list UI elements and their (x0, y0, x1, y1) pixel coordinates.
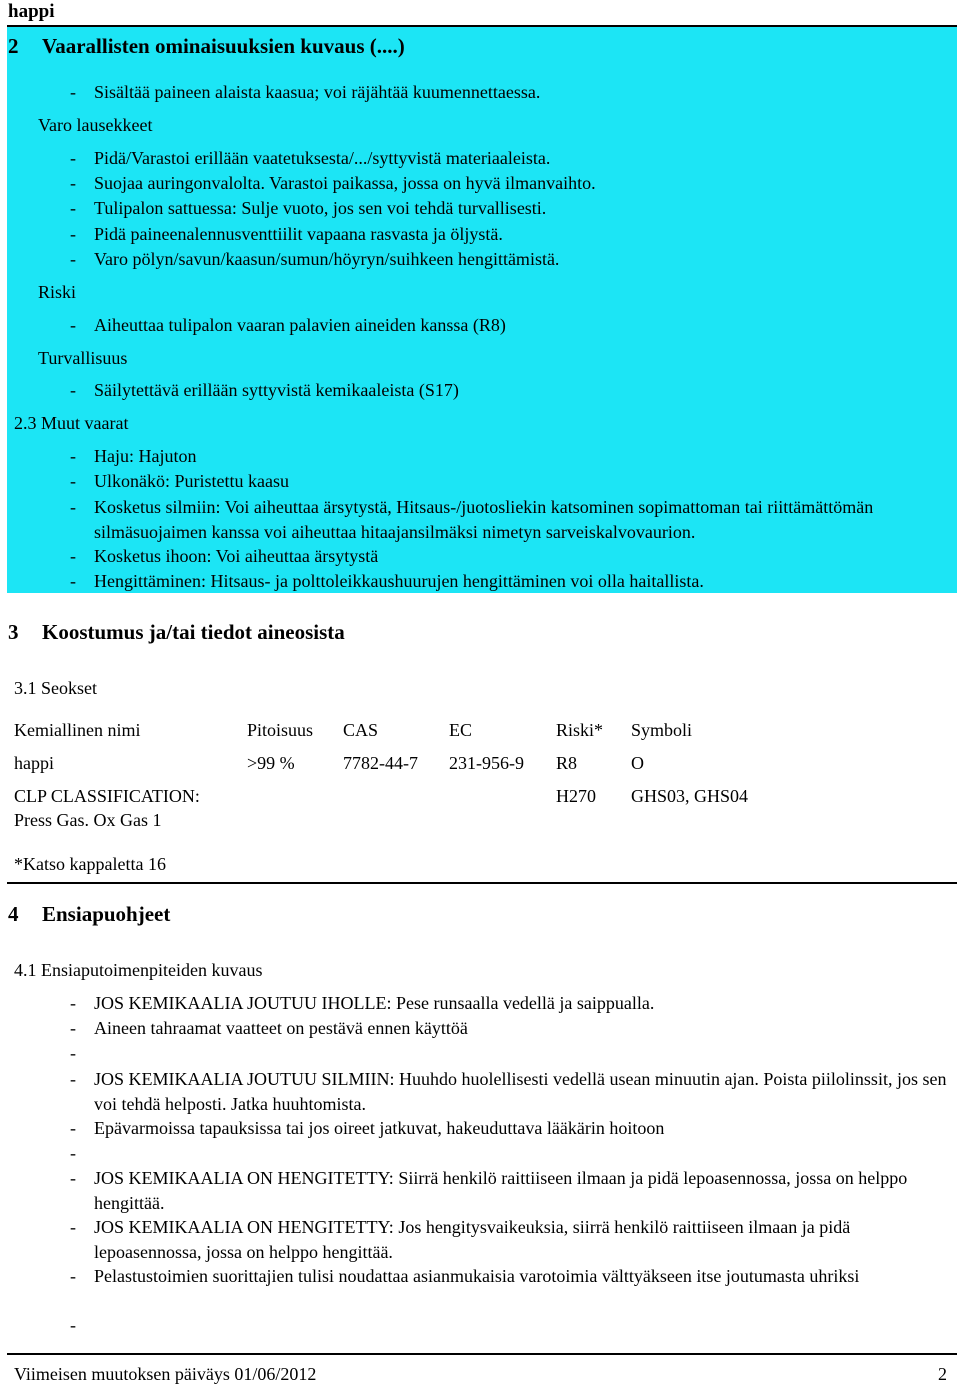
clp-classes: Press Gas. Ox Gas 1 (14, 810, 162, 830)
revision-date: Viimeisen muutoksen päiväys 01/06/2012 (14, 1364, 317, 1384)
clp-pictograms: GHS03, GHS04 (631, 786, 749, 806)
table-cell: R8 (556, 753, 578, 773)
turvallisuus-label: Turvallisuus (38, 348, 128, 368)
clp-label: CLP CLASSIFICATION: (14, 786, 200, 806)
column-header: Riski* (556, 720, 604, 740)
list-item: - Pelastustoimien suorittajien tulisi noudattaa asianmukaisia varotoimia välttyäkseen itse joutumasta uhriksi (70, 1266, 860, 1286)
section-number: 4 (8, 902, 19, 926)
list-item: - JOS KEMIKAALIA JOUTUU IHOLLE: Pese runsaalla vedellä ja saippualla. (70, 993, 655, 1013)
muut-vaarat-label: 2.3 Muut vaarat (14, 413, 129, 433)
list-item: - Säilytettävä erillään syttyvistä kemikaaleista (S17) (70, 380, 459, 400)
list-item: - Pidä paineenalennusventtiilit vapaana rasvasta ja öljystä. (70, 224, 503, 244)
list-item: - Aineen tahraamat vaatteet on pestävä ennen käyttöä (70, 1018, 468, 1038)
list-item: - Suojaa auringonvalolta. Varastoi paikassa, jossa on hyvä ilmanvaihto. (70, 173, 596, 193)
page-number: 2 (938, 1364, 947, 1384)
list-item: - Kosketus ihoon: Voi aiheuttaa ärsytystä (70, 546, 379, 566)
list-item: - Aiheuttaa tulipalon vaaran palavien aineiden kanssa (R8) (70, 315, 506, 335)
list-item: - Varo pölyn/savun/kaasun/sumun/höyryn/suihkeen hengittämistä. (70, 249, 560, 269)
column-header: Symboli (631, 720, 693, 740)
section-divider (7, 882, 957, 884)
list-item: - Ulkonäkö: Puristettu kaasu (70, 471, 289, 491)
riski-label: Riski (38, 282, 77, 302)
list-item: - JOS KEMIKAALIA ON HENGITETTY: Jos hengitysvaikeuksia, siirrä henkilö raittiiseen ilmaan ja pidä lepoasennossa, jossa on helppo hengittää. (70, 1217, 851, 1262)
table-cell: O (631, 753, 644, 773)
seokset-label: 3.1 Seokset (14, 678, 97, 698)
list-item: - Pidä/Varastoi erillään vaatetuksesta/.../syttyvistä materiaaleista. (70, 148, 551, 168)
list-item: - Sisältää paineen alaista kaasua; voi räjähtää kuumennettaessa. (70, 82, 541, 102)
section-3-heading (8, 620, 345, 645)
section-4-heading (8, 902, 170, 927)
column-header: Kemiallinen nimi (14, 720, 141, 740)
list-item: - Hengittäminen: Hitsaus- ja polttoleikkaushuurujen hengittäminen voi olla haitallista. (70, 571, 704, 591)
table-cell: 231-956-9 (449, 753, 524, 773)
list-item: - Haju: Hajuton (70, 446, 197, 466)
clp-hazard: H270 (556, 786, 596, 806)
table-cell: 7782-44-7 (343, 753, 418, 773)
column-header: Pitoisuus (247, 720, 314, 740)
section-title: Koostumus ja/tai tiedot aineosista (42, 620, 345, 644)
list-item: - JOS KEMIKAALIA JOUTUU SILMIIN: Huuhdo huolellisesti vedellä usean minuutin ajan. Poista piilolinssit, jos sen voi tehdä helposti. Jatka huuhtomista. (70, 1069, 947, 1114)
table-cell: >99 % (247, 753, 295, 773)
section-number: 2 (8, 34, 19, 58)
list-item: - JOS KEMIKAALIA ON HENGITETTY: Siirrä henkilö raittiiseen ilmaan ja pidä lepoasennossa, jossa on helppo hengittää. (70, 1168, 908, 1213)
footer-rule (7, 1353, 957, 1355)
section-title: Ensiapuohjeet (42, 902, 171, 926)
ensiapu-label: 4.1 Ensiaputoimenpiteiden kuvaus (14, 960, 263, 980)
section-2-heading (8, 34, 405, 59)
section-title: Vaarallisten ominaisuuksien kuvaus (....) (42, 34, 405, 58)
column-header: EC (449, 720, 473, 740)
footnote: *Katso kappaletta 16 (14, 854, 166, 874)
section-number: 3 (8, 620, 19, 644)
list-item: - Kosketus silmiin: Voi aiheuttaa ärsytystä, Hitsaus-/juotosliekin katsominen sopimattoman tai riittämättömän silmäsuojaimen kanssa voi aiheuttaa hitaajansilmäksi nimetyn sarveiskalvovaurion. (70, 497, 874, 542)
product-name: happi (8, 1, 55, 22)
table-cell: happi (14, 753, 54, 773)
list-item: - Tulipalon sattuessa: Sulje vuoto, jos sen voi tehdä turvallisesti. (70, 198, 547, 218)
column-header: CAS (343, 720, 379, 740)
list-item: - Epävarmoissa tapauksissa tai jos oireet jatkuvat, hakeuduttava lääkärin hoitoon (70, 1118, 665, 1138)
varo-label: Varo lausekkeet (38, 115, 153, 135)
